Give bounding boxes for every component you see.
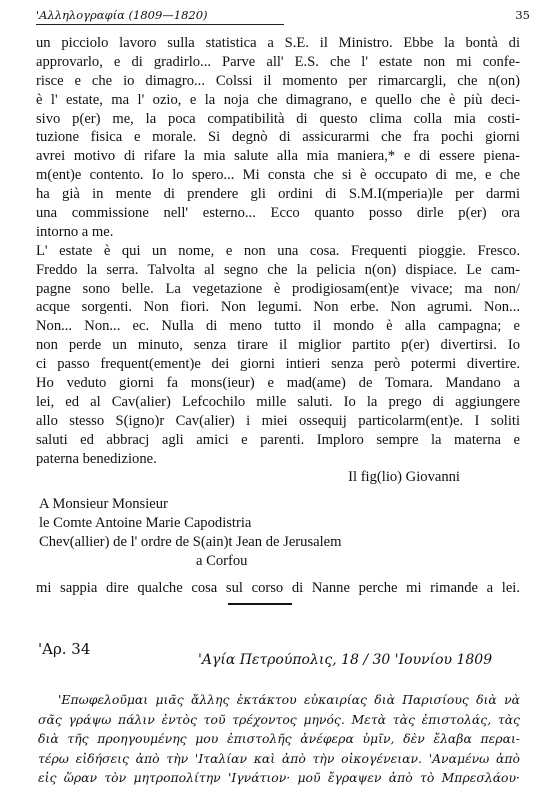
letter-line: Freddo la serra. Talvolta al segno che la pelicia n(on) dispiace. Le cam- (36, 261, 520, 278)
letter-place-date: 'Αγία Πετρούπολις, 18 / 30 'Ιουνίου 1809 (198, 652, 493, 668)
section-divider (228, 603, 292, 605)
letter-line: lei, ed al Cav(alier) Lefcochilo mille saluti. Io la prego di aggiungere (36, 393, 520, 410)
address-city: a Corfou (196, 553, 248, 570)
letter-line: ci passo frequent(ement)e dei giorni intieri senza però potermi divertire. (36, 356, 520, 373)
page-number: 35 (515, 8, 530, 22)
letter-line: un picciolo lavoro sulla statistica a S.E. il Ministro. Ebbe la bontà di (36, 35, 520, 51)
running-header (36, 8, 530, 24)
letter-line: ha già in mente di prendere gli ordini di S.M.I(mperia)le per darmi (36, 186, 520, 203)
letter-line: è l' estate, ma l' ozio, e la noja che dimagrano, e quello che è più deci- (36, 91, 520, 108)
greek-line: εἰς ὥραν τὸν μητροπολίτην 'Ιγνάτιον· μοῦ ἔγραψεν ἀπὸ τὸ Μπρεσλάου· (38, 770, 520, 785)
greek-line: διὰ τῆς προηγουμένης μου ἐπιστολῆς ἀνέφερα ὑμῖν, δὲν ἔλαβα περαι- (38, 731, 520, 746)
letter-line (36, 280, 520, 299)
letter-line: sivo p(er) me, la poca compatibilità di questo clima colla mia costi- (36, 110, 520, 127)
greek-line: 'Επωφελοῦμαι μιᾶς ἄλλης ἐκτάκτου εὐκαιρίας διὰ Παρισίους διὰ νὰ (58, 692, 520, 707)
letter-line: tuzione fisica e morale. Si degnò di assicurarmi che fra pochi giorni (36, 129, 520, 146)
letter-number: 'Αρ. 34 (38, 640, 91, 658)
letter-line: saluti ed abbracj agli amici e parenti. Imploro sempre la materna e (36, 431, 520, 448)
letter-line: paterna benedizione. (36, 450, 157, 467)
running-title: 'Αλληλογραφία (1809—1820) (36, 8, 208, 22)
letter-line: risce e che io dimagro... Colssi il momento per rimarcargli, che n(on) (36, 72, 520, 89)
spacer (36, 571, 520, 579)
letter-line: Non... Non... ec. Nulla di meno tutto il mondo è alla campagna; e (36, 318, 520, 335)
spacer (36, 487, 520, 495)
letter-line: non perde un minuto, senza tirare il miglior partito p(er) divertirsi. Io (36, 337, 520, 354)
signature: Il fig(lio) Giovanni (348, 469, 460, 486)
letter-line: L' estate è qui un nome, e non una cosa. Frequenti pioggie. Fresco. (36, 242, 520, 259)
letter-line: m(ent)e contento. Io lo spero... Mi consta che si è occupato di me, e che (36, 167, 520, 184)
letter-line: intorno a me. (36, 223, 114, 240)
greek-line: τέρω εἰδήσεις ἀπὸ τὴν 'Ιταλίαν καὶ ἀπὸ τὴν οἰκογένειαν. 'Αναμένω ἀπὸ (38, 750, 520, 766)
greek-line: σᾶς γράψω πάλιν ἐντὸς τοῦ τρέχοντος μηνός. Μετὰ τὰς ἐπιστολάς, τὰς (38, 711, 520, 727)
address-line: Chev(allier) de l' ordre de S(ain)t Jean de Jerusalem (39, 534, 342, 551)
postscript: mi sappia dire qualche cosa sul corso di Nanne perche mi rimande a lei. (36, 579, 520, 596)
letter-line: Ho veduto giorni fa mons(ieur) e mad(ame) de Tomara. Mandano a (36, 375, 520, 392)
letter-body (36, 34, 520, 598)
letter-line: acque sorgenti. Non fiori. Non legumi. Non erbe. Non agrumi. Non... (36, 299, 520, 316)
letter-line: una commissione nell' esterno... Ecco quanto posso dirle p(er) ora (36, 205, 520, 222)
header-rule (36, 24, 284, 25)
letter-line: approvarlo, e di gradirlo... Parve all' E.S. che l' estate non mi confe- (36, 53, 520, 70)
letter-line: avrei motivo di rifare la mia salute alla mia maniera,* e di essere piena- (36, 148, 520, 165)
letter-line-text: pagne sono belle. La vegetazione è prodigiosam(ent)e vivace; ma non/ (36, 280, 520, 297)
address-line: le Comte Antoine Marie Capodistria (39, 515, 252, 532)
letter-line: allo stesso S(igno)r Cav(alier) i miei ossequij particolarm(ent)e. I soliti (36, 412, 520, 429)
address-line: A Monsieur Monsieur (39, 496, 168, 513)
greek-letter-body (38, 690, 520, 788)
